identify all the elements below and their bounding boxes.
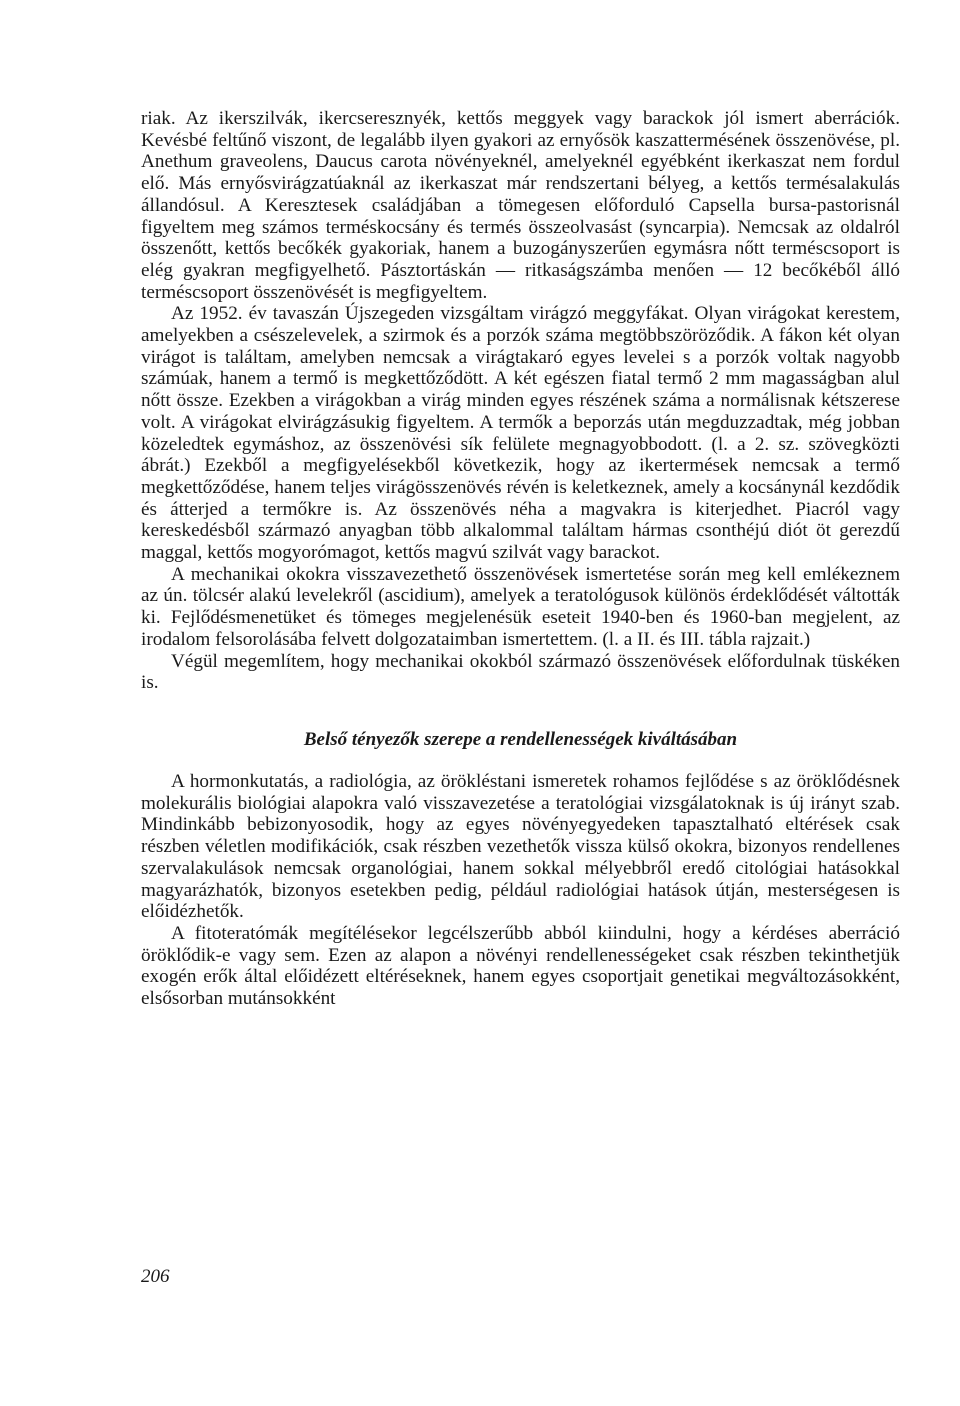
section-internal-factors	[141, 771, 900, 1010]
section-heading: Belső tényezők szerepe a rendellenességek kiváltásában	[303, 728, 738, 750]
page-number: 206	[141, 1266, 170, 1287]
paragraph-3: A mechanikai okokra visszavezethető összenövések ismertetése során meg kell emlékeznem az ún. tölcsér alakú levelekről (ascidium), amelyek a teratológusok különös érdeklődését váltották ki. Fejlődésmenetüket és tömeges megjelenésük eseteit 1940-ben és 1960-ban megjelent, az irodalom felsorolásába felvett dolgozataimban ismertettem. (l. a II. és III. tábla rajzait.)	[141, 563, 900, 650]
section-mechanical-fusions	[141, 108, 900, 694]
paragraph-5: A hormonkutatás, a radiológia, az örökléstani ismeretek rohamos fejlődése s az öröklődésnek molekurális biológiai alapokra való visszavezetése a teratológiai vizsgálatoknak is új irányt szab. Mindinkább bebizonyosodik, hogy az egyes növényegyedeken tapasztalható eltérések csak részben véletlen modifikációk, csak részben vezethetők vissza külső okokra, bizonyos rendellenes szervalakulások nemcsak organológiai, hanem sokkal mélyebbről eredő citológiai hatásokkal magyarázhatók, bizonyos esetekben pedig, például radiológiai hatások útján, mesterségesen is előidézhetők.	[141, 770, 900, 923]
document-page	[141, 108, 900, 1010]
paragraph-2: Az 1952. év tavaszán Újszegeden vizsgáltam virágzó meggyfákat. Olyan virágokat kerestem, amelyekben a csészelevelek, a szirmok és a porzók száma megtöbbszöröződik. A fákon két olyan virágot is találtam, amelyben nemcsak a virágtakaró egyes levelei s a porzók voltak nagyobb számúak, hanem a termő is megkettőződött. A két egészen fiatal termő 2 mm magasságban alul nőtt össze. Ezekben a virágokban a virág minden egyes részének száma a normálisnak kétszerese volt. A virágokat elvirágzásukig figyeltem. A termők a beporzás után megduzzadtak, még jobban közeledtek egymáshoz, az összenövési sík felülete megnagyobbodott. (l. a 2. sz. szövegközti ábrát.) Ezekből a megfigyelésekből következik, hogy az ikertermések nemcsak a termő megkettőződése, hanem teljes virágösszenövés révén is keletkeznek, amely a kocsánynál kezdődik és átterjed a termőkre is. Az összenövés néha a magvakra is kiterjedhet. Piacról vagy kereskedésből származó anyagban több alkalommal találtam hármas csonthéjú diót öt gerezdű maggal, kettős mogyorómagot, kettős magvú szilvát vagy barackot.	[141, 303, 900, 564]
paragraph-4: Végül megemlítem, hogy mechanikai okokból származó összenövések előfordulnak tüskéken is.	[141, 650, 900, 694]
paragraph-1: riak. Az ikerszilvák, ikercseresznyék, kettős meggyek vagy barackok jól ismert aberrációk. Kevésbé feltűnő viszont, de legalább ilyen gyakori az ernyősök kaszattermésének összenövése, pl. Anethum graveolens, Daucus carota növényeknél, amelyeknél egyébként ikerkaszat nem fordul elő. Más ernyősvirágzatúaknál az ikerkaszat már rendszertani bélyeg, a kettős termésalakulás állandósul. A Keresztesek családjában a tömegesen előforduló Capsella bursa-pastorisnál figyeltem meg számos terméskocsány és termés összeolvasást (syncarpia). Nemcsak az oldalról összenőtt, kettős becőkék gyakoriak, hanem a buzogányszerűen egymásra nőtt terméscsoport is elég gyakran megfigyelhető. Pásztortáskán — ritkaságszámba menően — 12 becőkéből álló terméscsoport összenövését is megfigyeltem.	[141, 108, 900, 303]
paragraph-6: A fitoteratómák megítélésekor legcélszerűbb abból kiindulni, hogy a kérdéses aberráció öröklődik-e vagy sem. Ezen az alapon a növényi rendellenességeket csak részben tekinthetjük exogén erők által előidézett eltéréseknek, hanem egyes csoportjait genetikai megváltozásokként, elsősorban mutánsokként	[141, 922, 900, 1010]
